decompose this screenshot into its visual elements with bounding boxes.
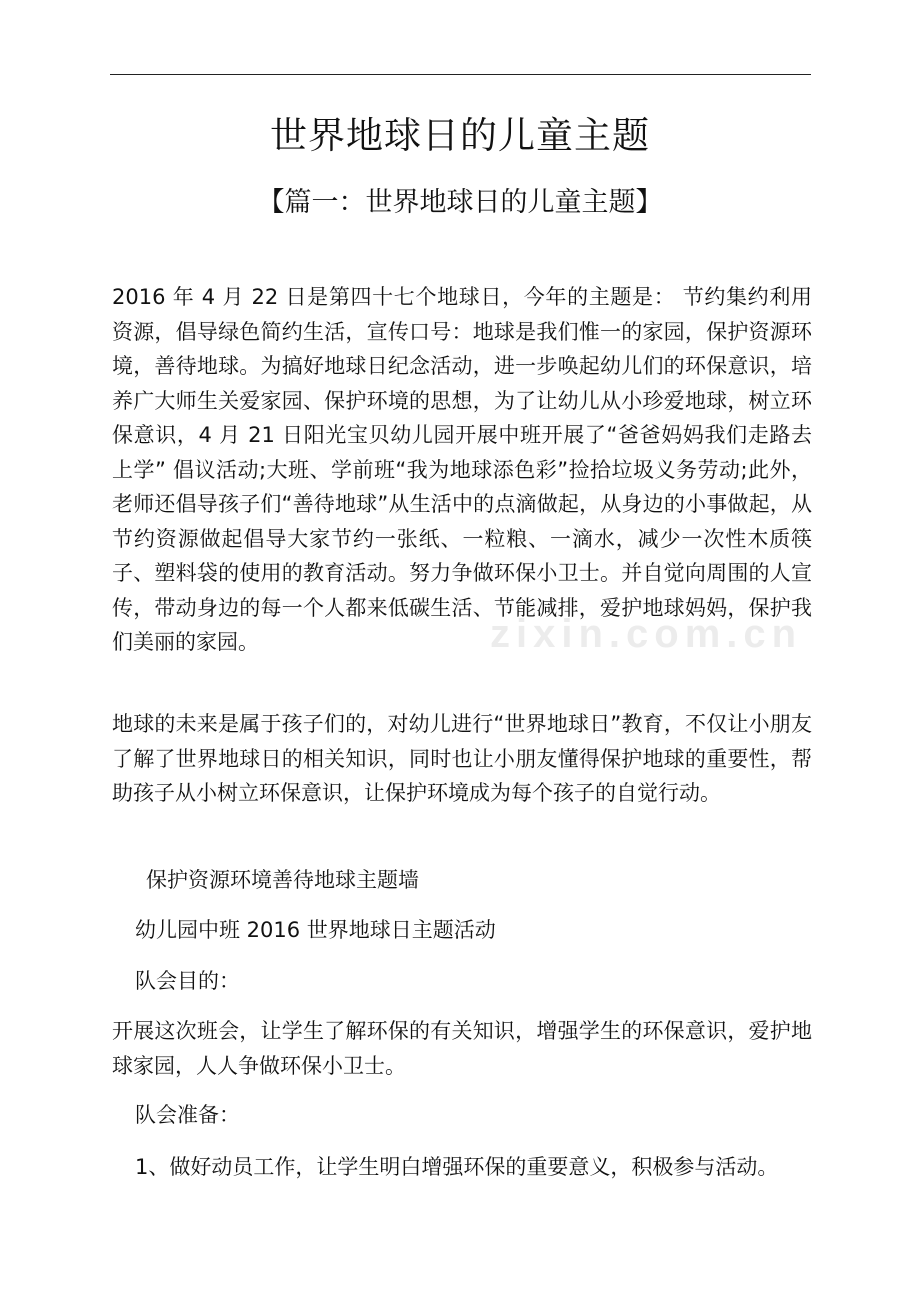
- activity-line: 幼儿园中班 2016 世界地球日主题活动: [135, 918, 496, 942]
- document-title: 世界地球日的儿童主题: [270, 114, 650, 157]
- preparation-item-1: 1、做好动员工作，让学生明白增强环保的重要意义，积极参与活动。: [135, 1155, 779, 1179]
- paragraph-intro: 2016 年 4 月 22 日是第四十七个地球日，今年的主题是： 节约集约利用资源，倡导绿色简约生活，宣传口号：地球是我们惟一的家园，保护资源环境，善待地球。为搞好地球日纪念活动，进一步唤起幼儿们的环保意识，培养广大师生关爱家园、保护环境的思想，为了让幼儿从小珍爱地球，树立环保意识，4 月 21 日阳光宝贝幼儿园开展中班开展了“爸爸妈妈我们走路去上学” 倡议活动;大班、学前班“我为地球添色彩”捡拾垃圾义务劳动;此外，老师还倡导孩子们“善待地球”从生活中的点滴做起，从身边的小事做起，从节约资源做起倡导大家节约一张纸、一粒粮、一滴水，减少一次性木质筷子、塑料袋的使用的教育活动。努力争做环保小卫士。并自觉向周围的人宣传，带动身边的每一个人都来低碳生活、节能减排，爱护地球妈妈，保护我们美丽的家园。: [112, 285, 812, 654]
- watermark: zixin.com.cn: [490, 612, 803, 656]
- paragraph-purpose: 开展这次班会，让学生了解环保的有关知识，增强学生的环保意识，爱护地球家园，人人争做环保小卫士。: [112, 1019, 812, 1078]
- purpose-heading: 队会目的：: [135, 969, 240, 993]
- paragraph-future: 地球的未来是属于孩子们的，对幼儿进行“世界地球日”教育，不仅让小朋友了解了世界地球日的相关知识，同时也让小朋友懂得保护地球的重要性，帮助孩子从小树立环保意识，让保护环境成为每个孩子的自觉行动。: [112, 712, 812, 805]
- header-rule: [110, 74, 811, 75]
- section-subtitle: 【篇一：世界地球日的儿童主题】: [257, 187, 663, 218]
- preparation-heading: 队会准备：: [135, 1103, 240, 1127]
- theme-wall-line: 保护资源环境善待地球主题墙: [146, 868, 419, 892]
